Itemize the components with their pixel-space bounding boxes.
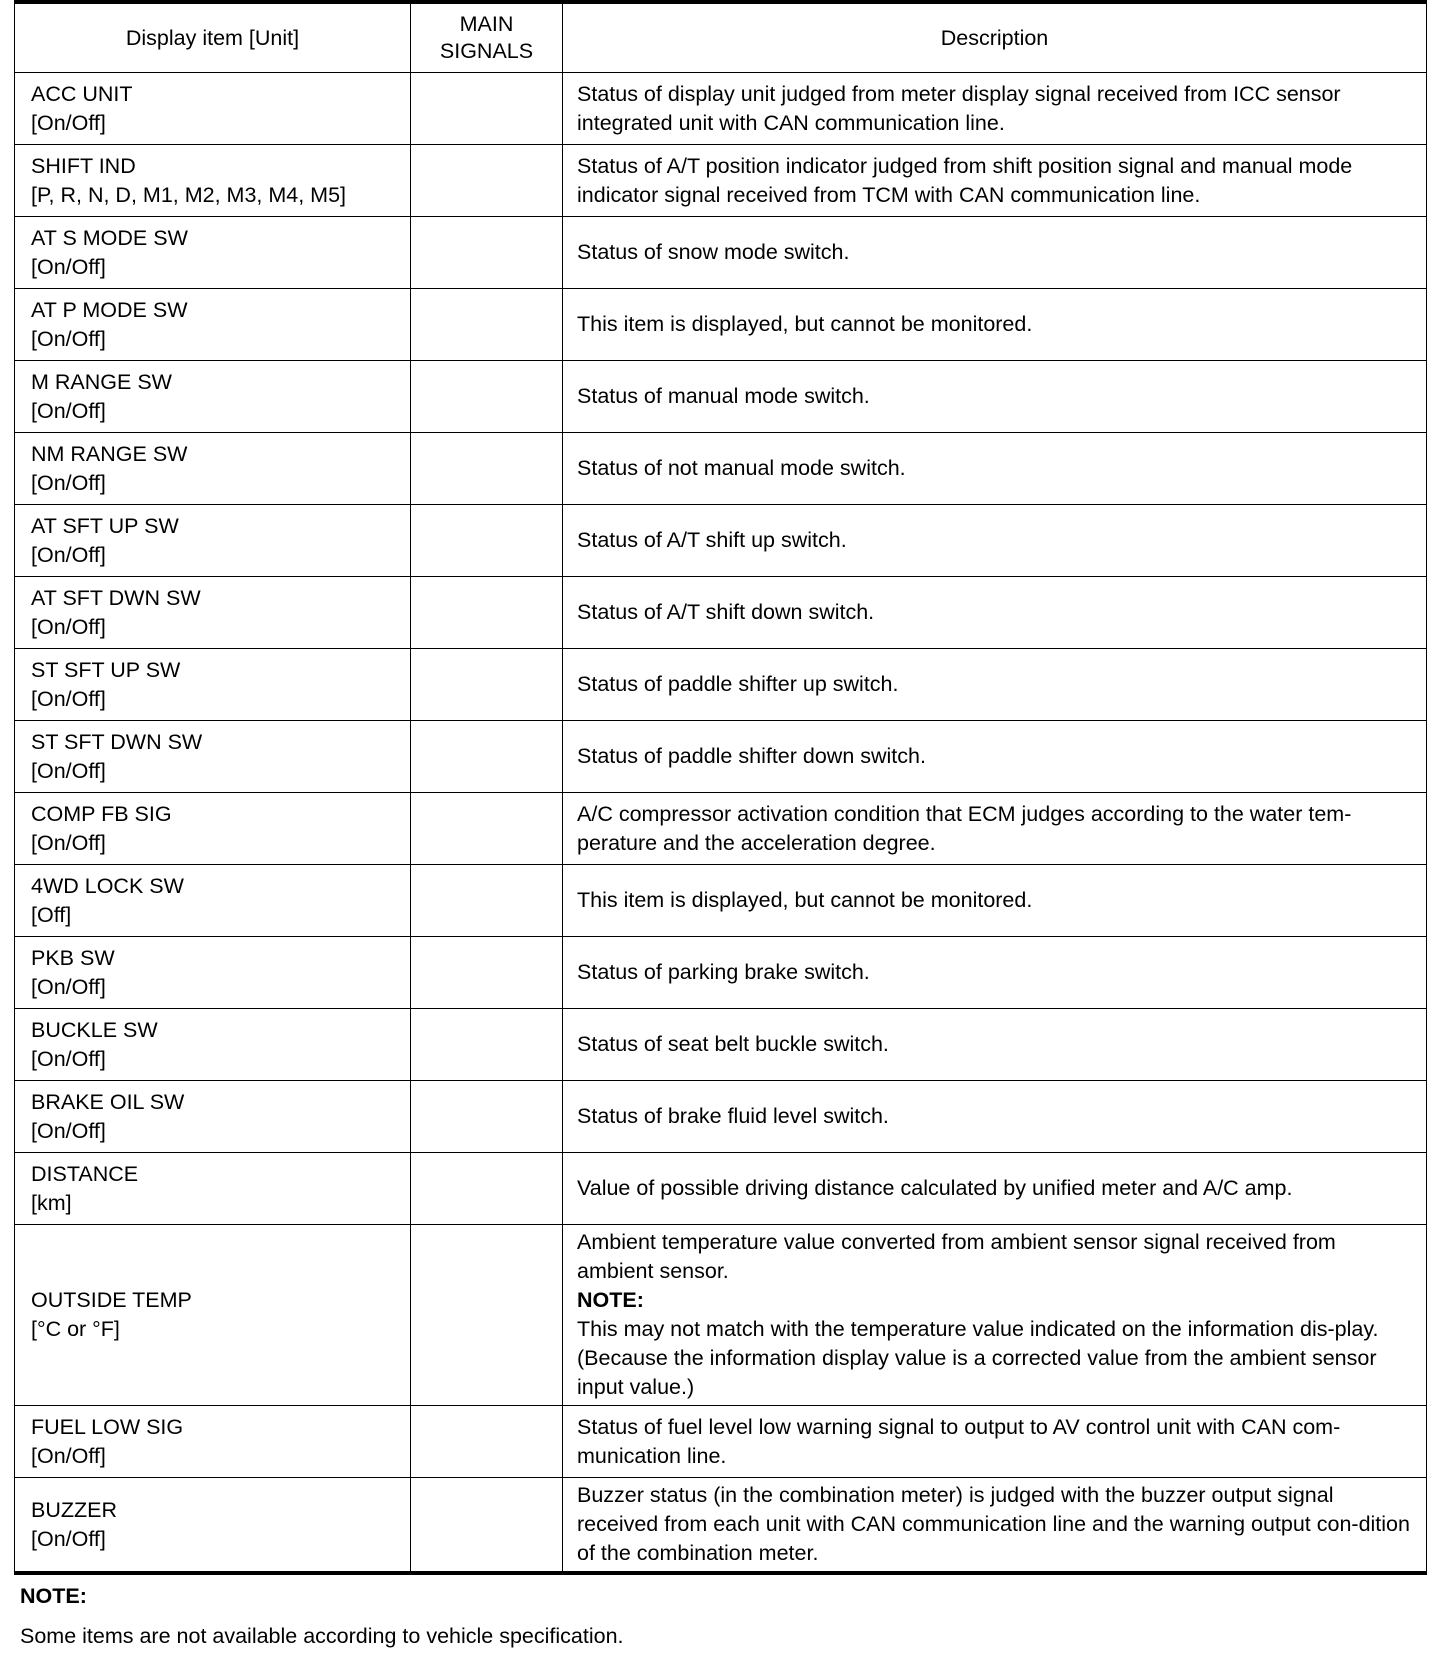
header-main-signals (411, 2, 563, 73)
description-text: Status of brake fluid level switch. (577, 1104, 889, 1128)
description-cell (563, 1406, 1427, 1478)
description-cell (563, 289, 1427, 361)
display-item-cell (15, 289, 411, 361)
display-item-cell (15, 505, 411, 577)
footer-note-label: NOTE: (20, 1584, 87, 1608)
display-item-unit: [On/Off] (31, 542, 106, 567)
description-note-label: NOTE: (577, 1288, 644, 1312)
description-text: Status of fuel level low warning signal to output to AV control unit with CAN com-munication line. (577, 1414, 1341, 1468)
main-signals-cell (411, 1009, 563, 1081)
description-text: Status of A/T shift down switch. (577, 600, 875, 624)
display-item-unit: [On/Off] (31, 110, 106, 135)
header-description: Description (563, 2, 1427, 73)
description-cell (563, 1153, 1427, 1225)
display-item-name: SHIFT IND (31, 153, 136, 178)
main-signals-cell (411, 505, 563, 577)
table-header-row (15, 2, 1427, 73)
description-cell (563, 1478, 1427, 1574)
display-item-unit: [°C or °F] (31, 1317, 120, 1341)
description-text: Status of paddle shifter up switch. (577, 672, 899, 696)
display-item-unit: [On/Off] (31, 686, 106, 711)
display-item-cell (15, 361, 411, 433)
display-item-cell (15, 1225, 411, 1406)
description-text: Status of paddle shifter down switch. (577, 744, 926, 768)
display-item-name: AT SFT UP SW (31, 513, 179, 538)
display-item-name: OUTSIDE TEMP (31, 1288, 192, 1312)
display-item-cell (15, 433, 411, 505)
description-text: Status of seat belt buckle switch. (577, 1032, 889, 1056)
display-item-unit: [On/Off] (31, 326, 106, 351)
description-text: This item is displayed, but cannot be monitored. (577, 888, 1033, 912)
display-item-name: FUEL LOW SIG (31, 1414, 184, 1439)
main-signals-cell (411, 1153, 563, 1225)
main-signals-cell (411, 649, 563, 721)
description-text: A/C compressor activation condition that ECM judges according to the water tem-perature and the acceleration degree. (577, 801, 1352, 855)
description-cell (563, 361, 1427, 433)
display-item-cell (15, 865, 411, 937)
display-item-cell (15, 1081, 411, 1153)
main-signals-cell (411, 433, 563, 505)
display-item-name: COMP FB SIG (31, 801, 172, 826)
description-text: Buzzer status (in the combination meter) is judged with the buzzer output signal received from each unit with CAN communication line and the warning output con-dition of the combination meter. (577, 1483, 1410, 1565)
table-row (15, 1081, 1427, 1153)
description-text: Status of A/T shift up switch. (577, 528, 847, 552)
display-item-name: DISTANCE (31, 1161, 139, 1186)
table-row (15, 1225, 1427, 1406)
document-page (14, 0, 1426, 1651)
description-text: Status of display unit judged from meter display signal received from ICC sensor integrated unit with CAN communication line. (577, 81, 1341, 135)
display-item-unit: [On/Off] (31, 470, 106, 495)
description-cell (563, 1081, 1427, 1153)
display-item-cell (15, 937, 411, 1009)
table-row (15, 145, 1427, 217)
display-item-name: AT S MODE SW (31, 225, 188, 250)
description-cell (563, 505, 1427, 577)
display-item-unit: [km] (31, 1190, 72, 1215)
table-row (15, 1406, 1427, 1478)
main-signals-cell (411, 1406, 563, 1478)
footer-note (14, 1581, 1426, 1651)
display-item-cell (15, 721, 411, 793)
main-signals-cell (411, 289, 563, 361)
table-row (15, 1478, 1427, 1574)
main-signals-cell (411, 217, 563, 289)
table-row (15, 577, 1427, 649)
display-item-cell (15, 1406, 411, 1478)
display-item-name: AT SFT DWN SW (31, 585, 201, 610)
table-row (15, 865, 1427, 937)
description-text: Ambient temperature value converted from ambient sensor signal received from ambient sensor. (577, 1230, 1336, 1283)
display-item-unit: [On/Off] (31, 974, 106, 999)
description-cell (563, 145, 1427, 217)
display-item-cell (15, 145, 411, 217)
display-item-unit: [On/Off] (31, 398, 106, 423)
display-item-name: PKB SW (31, 945, 115, 970)
table-row (15, 433, 1427, 505)
table-row (15, 793, 1427, 865)
display-item-name: M RANGE SW (31, 369, 172, 394)
table-row (15, 73, 1427, 145)
description-cell (563, 937, 1427, 1009)
header-main-signals-line1: MAIN (459, 12, 514, 36)
description-cell (563, 649, 1427, 721)
data-monitor-table (14, 0, 1427, 1575)
display-item-unit: [On/Off] (31, 1443, 106, 1468)
display-item-cell (15, 73, 411, 145)
display-item-cell (15, 649, 411, 721)
main-signals-cell (411, 73, 563, 145)
main-signals-cell (411, 145, 563, 217)
table-row (15, 361, 1427, 433)
description-cell (563, 217, 1427, 289)
description-text: Status of not manual mode switch. (577, 456, 906, 480)
description-cell (563, 721, 1427, 793)
description-cell (563, 865, 1427, 937)
display-item-unit: [On/Off] (31, 1526, 106, 1551)
main-signals-cell (411, 1478, 563, 1574)
display-item-cell (15, 793, 411, 865)
main-signals-cell (411, 721, 563, 793)
display-item-unit: [P, R, N, D, M1, M2, M3, M4, M5] (31, 182, 347, 207)
display-item-cell (15, 217, 411, 289)
table-row (15, 505, 1427, 577)
display-item-unit: [On/Off] (31, 830, 106, 855)
table-row (15, 289, 1427, 361)
display-item-name: AT P MODE SW (31, 297, 188, 322)
main-signals-cell (411, 1225, 563, 1406)
description-note-text: This may not match with the temperature value indicated on the information dis-play. (Because the information display value is a corrected value from the ambient sensor input value.) (577, 1317, 1379, 1399)
main-signals-cell (411, 1081, 563, 1153)
description-text: Status of snow mode switch. (577, 240, 850, 264)
display-item-unit: [On/Off] (31, 758, 106, 783)
display-item-unit: [On/Off] (31, 1046, 106, 1071)
table-body (15, 73, 1427, 1574)
header-display-item: Display item [Unit] (15, 2, 411, 73)
description-cell (563, 73, 1427, 145)
table-row (15, 721, 1427, 793)
display-item-cell (15, 1009, 411, 1081)
display-item-name: ACC UNIT (31, 81, 133, 106)
main-signals-cell (411, 361, 563, 433)
main-signals-cell (411, 577, 563, 649)
table-row (15, 937, 1427, 1009)
display-item-name: NM RANGE SW (31, 441, 188, 466)
description-text: Status of manual mode switch. (577, 384, 870, 408)
display-item-unit: [On/Off] (31, 254, 106, 279)
display-item-unit: [On/Off] (31, 1118, 106, 1143)
description-cell (563, 577, 1427, 649)
description-cell (563, 1225, 1427, 1406)
description-text: Value of possible driving distance calculated by unified meter and A/C amp. (577, 1176, 1293, 1200)
display-item-unit: [Off] (31, 902, 72, 927)
display-item-name: 4WD LOCK SW (31, 873, 184, 898)
description-cell (563, 433, 1427, 505)
display-item-unit: [On/Off] (31, 614, 106, 639)
header-main-signals-line2: SIGNALS (439, 39, 534, 63)
display-item-cell (15, 1478, 411, 1574)
description-text: Status of parking brake switch. (577, 960, 870, 984)
description-text: This item is displayed, but cannot be monitored. (577, 312, 1033, 336)
table-row (15, 1009, 1427, 1081)
display-item-name: BUZZER (31, 1497, 117, 1522)
table-row (15, 1153, 1427, 1225)
footer-note-text: Some items are not available according to vehicle specification. (20, 1624, 624, 1648)
table-row (15, 217, 1427, 289)
table-row (15, 649, 1427, 721)
description-cell (563, 1009, 1427, 1081)
display-item-name: BRAKE OIL SW (31, 1089, 185, 1114)
main-signals-cell (411, 937, 563, 1009)
main-signals-cell (411, 865, 563, 937)
display-item-name: ST SFT UP SW (31, 657, 181, 682)
display-item-cell (15, 577, 411, 649)
display-item-name: ST SFT DWN SW (31, 729, 203, 754)
display-item-cell (15, 1153, 411, 1225)
description-text: Status of A/T position indicator judged from shift position signal and manual mode indicator signal received from TCM with CAN communication line. (577, 153, 1353, 207)
display-item-name: BUCKLE SW (31, 1017, 158, 1042)
description-cell (563, 793, 1427, 865)
main-signals-cell (411, 793, 563, 865)
